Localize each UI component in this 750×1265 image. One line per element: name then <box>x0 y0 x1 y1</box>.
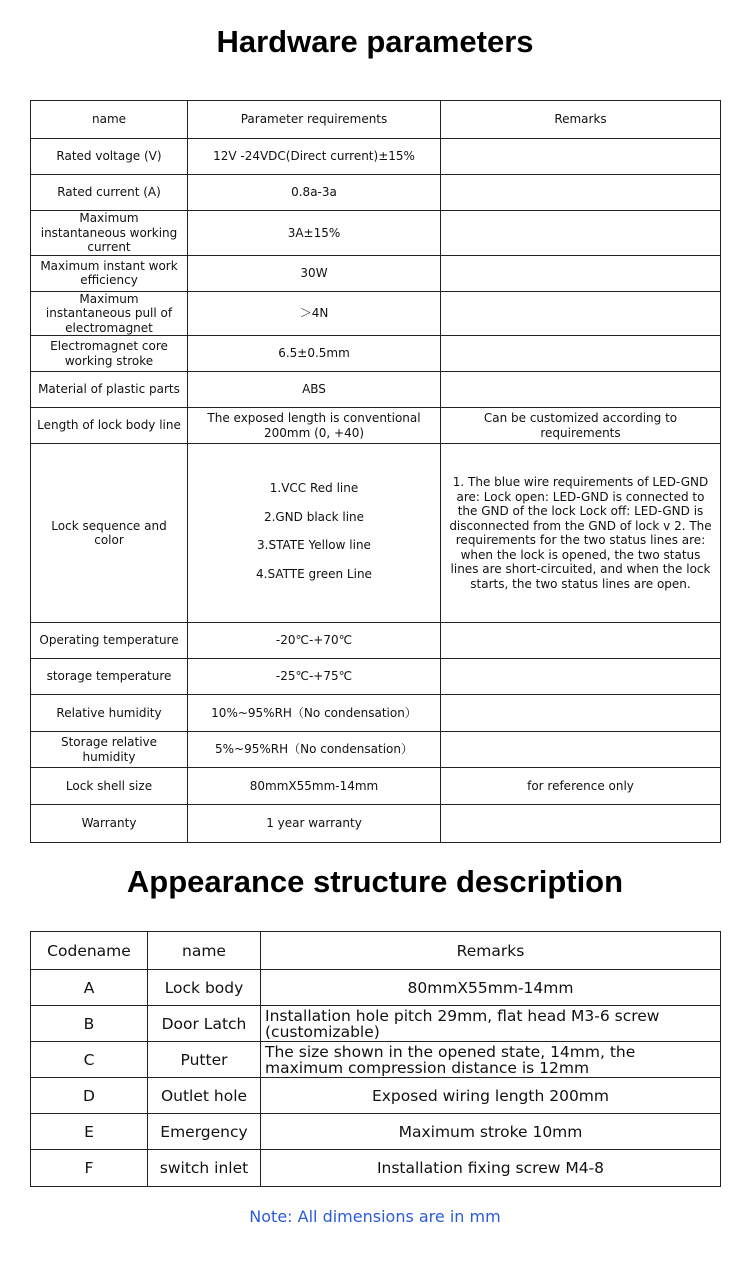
table-row <box>31 408 721 444</box>
table-row <box>31 805 721 843</box>
row-remark <box>441 175 721 211</box>
row-name: Warranty <box>31 805 188 843</box>
table-row <box>31 1150 721 1187</box>
row-codename: C <box>31 1042 148 1078</box>
row-name: Relative humidity <box>31 695 188 732</box>
row-codename: E <box>31 1114 148 1150</box>
table-row <box>31 336 721 372</box>
row-remark <box>441 139 721 175</box>
row-codename: F <box>31 1150 148 1187</box>
row-name: storage temperature <box>31 659 188 695</box>
row-param: 80mmX55mm-14mm <box>188 768 441 805</box>
table-row <box>31 1042 721 1078</box>
row-name: Rated voltage (V) <box>31 139 188 175</box>
row-codename: A <box>31 970 148 1006</box>
row-param: ＞4N <box>188 291 441 336</box>
table-row <box>31 623 721 659</box>
row-name: Maximum instantaneous pull of electromagnet <box>31 291 188 336</box>
header-remarks: Remarks <box>441 101 721 139</box>
table-header-row <box>31 932 721 970</box>
header-name: name <box>31 101 188 139</box>
row-remark <box>441 255 721 291</box>
row-name: Door Latch <box>148 1006 261 1042</box>
row-param: 6.5±0.5mm <box>188 336 441 372</box>
wire-line: 3.STATE Yellow line <box>257 538 371 552</box>
row-param: 5%~95%RH（No condensation） <box>188 732 441 768</box>
row-param: 30W <box>188 255 441 291</box>
table-row <box>31 1114 721 1150</box>
row-param: 10%~95%RH（No condensation） <box>188 695 441 732</box>
header-parameter: Parameter requirements <box>188 101 441 139</box>
row-param: 12V -24VDC(Direct current)±15% <box>188 139 441 175</box>
wire-line: 1.VCC Red line <box>269 481 359 495</box>
row-param: 0.8a-3a <box>188 175 441 211</box>
header-remarks: Remarks <box>261 932 721 970</box>
table-row <box>31 768 721 805</box>
row-name: Outlet hole <box>148 1078 261 1114</box>
dimensions-note: Note: All dimensions are in mm <box>249 1207 501 1226</box>
row-remark: Can be customized according to requirements <box>441 408 721 444</box>
row-name: Lock body <box>148 970 261 1006</box>
row-remark <box>441 623 721 659</box>
row-name: Lock sequence and color <box>31 444 188 623</box>
row-name: Length of lock body line <box>31 408 188 444</box>
row-remark <box>441 336 721 372</box>
row-remark: Exposed wiring length 200mm <box>261 1078 721 1114</box>
row-param: -20℃-+70℃ <box>188 623 441 659</box>
row-name: Electromagnet core working stroke <box>31 336 188 372</box>
row-param: 1 year warranty <box>188 805 441 843</box>
row-name: switch inlet <box>148 1150 261 1187</box>
hardware-title: Hardware parameters <box>216 24 534 59</box>
row-name: Material of plastic parts <box>31 372 188 408</box>
row-name: Putter <box>148 1042 261 1078</box>
row-remark: 80mmX55mm-14mm <box>261 970 721 1006</box>
appearance-structure-table <box>30 931 721 1187</box>
row-remark <box>441 805 721 843</box>
header-codename: Codename <box>31 932 148 970</box>
row-param: ABS <box>188 372 441 408</box>
row-remark <box>441 291 721 336</box>
table-row <box>31 139 721 175</box>
row-remark: Installation fixing screw M4-8 <box>261 1150 721 1187</box>
appearance-title: Appearance structure description <box>126 864 624 899</box>
table-row <box>31 372 721 408</box>
table-row <box>31 255 721 291</box>
row-name: Storage relative humidity <box>31 732 188 768</box>
table-header-row <box>31 101 721 139</box>
table-row <box>31 970 721 1006</box>
row-remark: Installation hole pitch 29mm, flat head M3-6 screw (customizable) <box>261 1006 721 1042</box>
row-name: Operating temperature <box>31 623 188 659</box>
row-name: Maximum instantaneous working current <box>31 211 188 256</box>
hardware-parameters-table <box>30 100 721 843</box>
row-codename: B <box>31 1006 148 1042</box>
row-name: Rated current (A) <box>31 175 188 211</box>
row-remark: for reference only <box>441 768 721 805</box>
row-param: 3A±15% <box>188 211 441 256</box>
row-remark <box>441 211 721 256</box>
row-remark: 1. The blue wire requirements of LED-GND are: Lock open: LED-GND is connected to the GND of the lock Lock off: LED-GND is disconnected from the GND of lock v 2. The requirements for the two status lines are: when the lock is opened, the two status lines are short-circuited, and when the lock starts, the two status lines are open. <box>441 444 721 623</box>
table-row <box>31 659 721 695</box>
table-row <box>31 1006 721 1042</box>
row-param: -25℃-+75℃ <box>188 659 441 695</box>
table-row <box>31 732 721 768</box>
row-codename: D <box>31 1078 148 1114</box>
table-row <box>31 291 721 336</box>
table-row <box>31 695 721 732</box>
row-remark <box>441 732 721 768</box>
wire-line: 4.SATTE green Line <box>256 566 372 581</box>
row-name: Lock shell size <box>31 768 188 805</box>
wire-line: 2.GND black line <box>263 509 365 524</box>
row-name: Maximum instant work efficiency <box>31 255 188 291</box>
row-name: Emergency <box>148 1114 261 1150</box>
row-remark <box>441 372 721 408</box>
table-row <box>31 175 721 211</box>
row-param: The exposed length is conventional 200mm (0, +40) <box>188 408 441 444</box>
row-remark <box>441 659 721 695</box>
row-remark <box>441 695 721 732</box>
table-row <box>31 211 721 256</box>
table-row <box>31 1078 721 1114</box>
row-param <box>188 444 441 623</box>
header-name: name <box>148 932 261 970</box>
row-remark: The size shown in the opened state, 14mm, the maximum compression distance is 12mm <box>261 1042 721 1078</box>
table-row <box>31 444 721 623</box>
row-remark: Maximum stroke 10mm <box>261 1114 721 1150</box>
